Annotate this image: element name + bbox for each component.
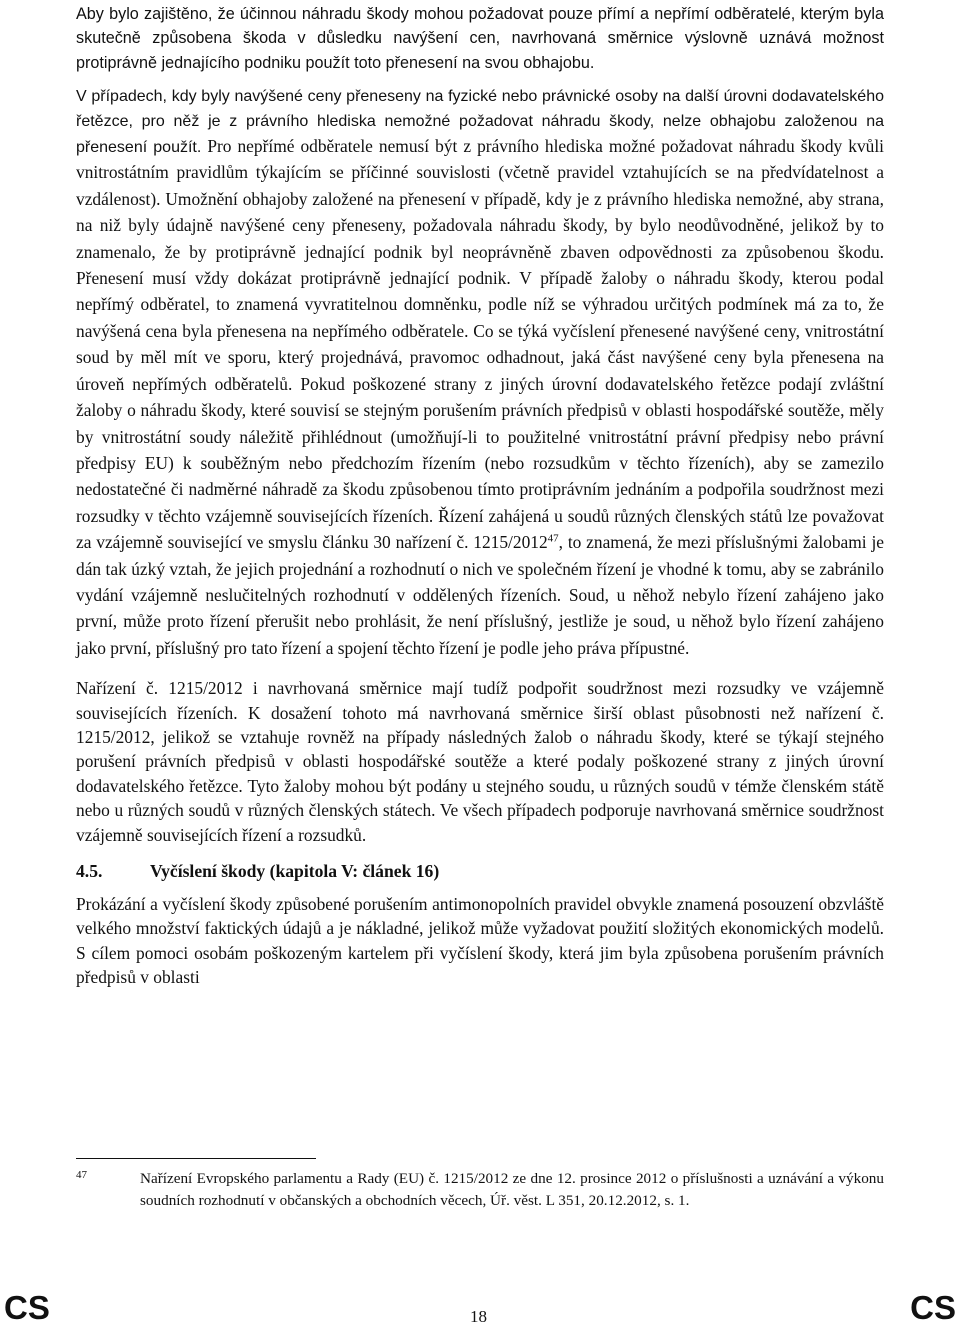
footnote-reference[interactable]: 47 bbox=[547, 532, 559, 545]
document-body bbox=[76, 2, 884, 990]
footnote-number: 47 bbox=[76, 1169, 87, 1181]
footer-language-left: CS bbox=[4, 1289, 50, 1326]
section-heading bbox=[76, 861, 884, 882]
paragraph-2 bbox=[76, 85, 884, 662]
section-title: Vyčíslení škody (kapitola V: článek 16) bbox=[150, 861, 440, 881]
footnote-text: Nařízení Evropského parlamentu a Rady (EU) č. 1215/2012 ze dne 12. prosince 2012 o příslušnosti a uznávání a výkonu soudních rozhodnutí v občanských a obchodních věcech, Úř. věst. L 351, 20.12.2012, s. 1. bbox=[140, 1170, 884, 1209]
footnote bbox=[76, 1168, 884, 1212]
paragraph-3: Nařízení č. 1215/2012 i navrhovaná směrnice mají tudíž podpořit soudržnost mezi rozsudky ve vzájemně souvisejících řízeních. K dosažení tohoto má navrhovaná směrnice širší oblast působnosti než nařízení č. 1215/2012, jelikož se vztahuje rovněž na případy následných žalob o náhradu škody, které se týkají stejného porušení právních předpisů v oblasti hospodářské soutěže a které podaly poškozené strany z jiných úrovní dodavatelského řetězce. Tyto žaloby mohou být podány u stejného soudu, u různých soudů v témže členském státě nebo u různých soudů v různých členských státech. Ve všech případech podporuje navrhovaná směrnice soudržnost vzájemně souvisejících řízení a rozsudků. bbox=[76, 678, 884, 845]
paragraph-2-body-a: Pro nepřímé odběratele nemusí být z právního hlediska možné požadovat náhradu škody kvůli vnitrostátním pravidlům týkajícím se příčinné souvislosti (včetně pravidel vztahujících se na předvídatelnost a vzdálenost). Umožnění obhajoby založené na přenesení v případě, kdy je z právního hlediska nemožné, aby strana, na niž byly údajně navýšené ceny přeneseny, požadovala náhradu škody, by bylo neodůvodněné, jelikož by to znamenalo, že by protiprávně jednající podnik byl neoprávněně zbaven odpovědnosti za způsobenou škodu. Přenesení musí vždy dokázat protiprávně jednající podnik. V případě žaloby o náhradu škody, kterou podal nepřímý odběratel, to znamená vyvratitelnou domněnku, podle níž se výhradou určitých podmínek má za to, že navýšená cena byla přenesena na nepřímého odběratele. Co se týká vyčíslení přenesené navýšené ceny, vnitrostátní soud by měl mít ve sporu, který projednává, pravomoc odhadnout, jaká část navýšené ceny byla přenesena na úroveň nepřímých odběratelů. Pokud poškozené strany z jiných úrovní dodavatelského řetězce podají zvláštní žaloby o náhradu škody, které souvisí se stejným porušením právních předpisů v oblasti hospodářské soutěže, měly by vnitrostátní soudy náležitě přihlédnout (umožňují-li to použitelné vnitrostátní právní předpisy nebo právní předpisy EU) k souběžným nebo předchozím řízením (nebo rozsudkům v těchto řízeních), aby se zamezilo nedostatečné či nadměrné náhradě za škodu způsobenou tímto protiprávním jednáním a podpořila soudržnost mezi rozsudky v těchto vzájemně souvisejících řízeních. Řízení zahájená u soudů různých členských států lze považovat za vzájemně související ve smyslu článku 30 nařízení č. 1215/2012 bbox=[76, 136, 885, 553]
paragraph-4: Prokázání a vyčíslení škody způsobené porušením antimonopolních pravidel obvykle znamená posouzení obzvláště velkého množství faktických údajů a je nákladné, jelikož může vyžadovat použití složitých ekonomických modelů. S cílem pomoci osobám poškozeným kartelem při vyčíslení škody, která jim byla způsobena porušením právních předpisů v oblasti bbox=[76, 894, 884, 988]
section-number: 4.5. bbox=[76, 861, 103, 881]
footer-language-right: CS bbox=[910, 1289, 956, 1326]
page-number: 18 bbox=[470, 1307, 487, 1326]
footnote-separator bbox=[76, 1158, 316, 1159]
paragraph-1: Aby bylo zajištěno, že účinnou náhradu škody mohou požadovat pouze přímí a nepřímí odběratelé, kterým byla skutečně způsobena škoda v důsledku navýšení cen, navrhovaná směrnice výslovně uznává možnost protiprávně jednajícího podniku použít toto přenesení na svou obhajobu. bbox=[76, 5, 884, 72]
paragraph-2-body-b: , to znamená, že mezi příslušnými žalobami je dán tak úzký vztah, že jejich projednání a rozhodnutí o nich ve společném řízení je vhodné k tomu, aby se zabránilo vydání vzájemně neslučitelných rozhodnutí v oddělených řízeních. Soud, u něhož nebylo řízení zahájeno jako první, může proto řízení přerušit nebo prohlásit, že není příslušný, jestliže je soud, u něhož bylo řízení zahájeno jako první, příslušný pro tato řízení a spojení těchto řízení je podle jeho práva přípustné. bbox=[76, 532, 884, 658]
paragraph-2-lead: V případech, kdy byly navýšené ceny přeneseny na fyzické nebo právnické osoby na další úrovni dodavatelského řetězce, pro něž je z právního hlediska nemožné požadovat náhradu škody, nelze obhajobu založenou na přenesení použít. bbox=[76, 88, 884, 157]
